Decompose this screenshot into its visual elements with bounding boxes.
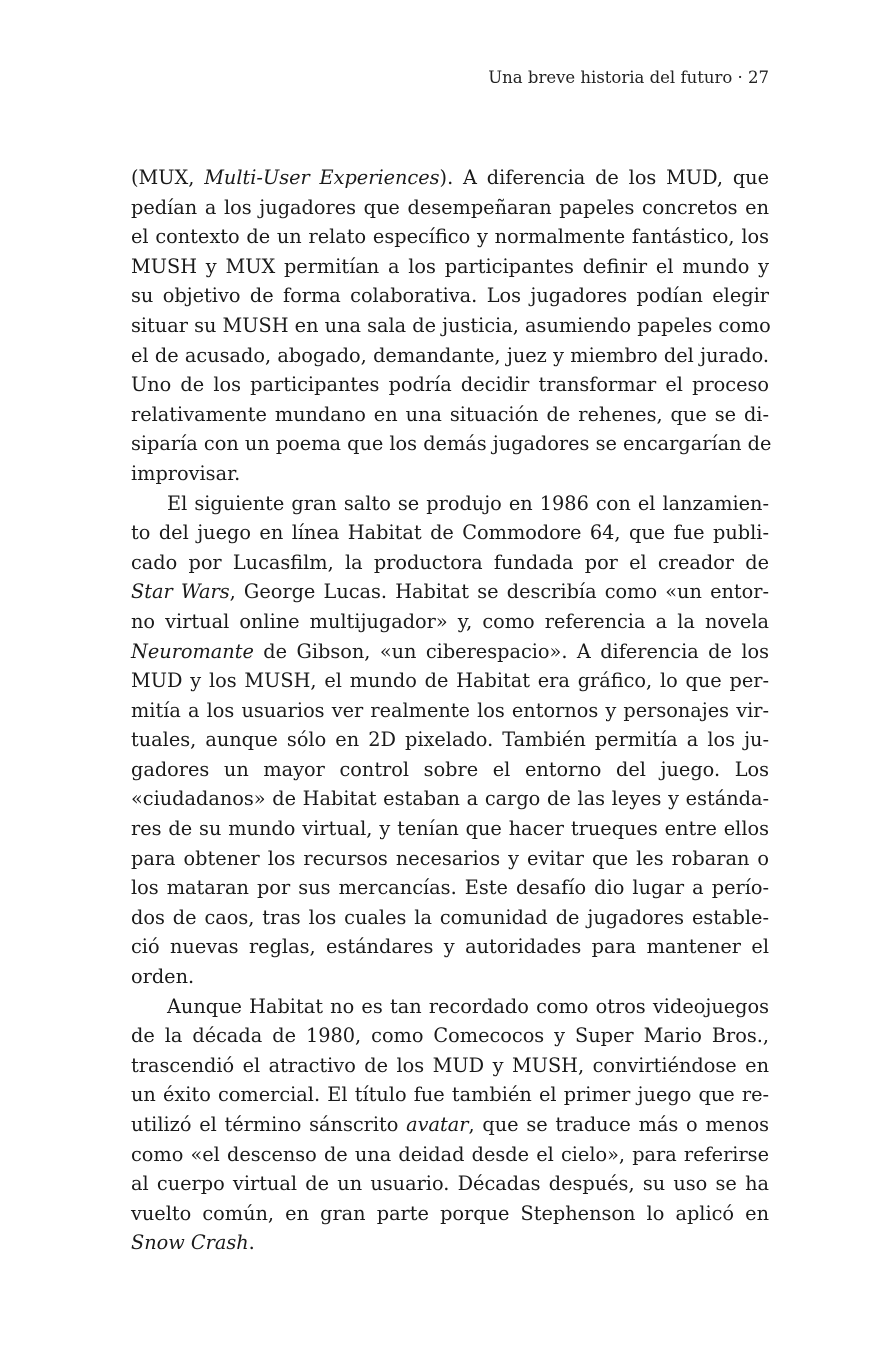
- paragraph: [131, 163, 772, 489]
- text-line: de la década de 1980, como Comecocos y Super Mario Bros.,: [131, 1024, 769, 1048]
- text-line: Neuromante de Gibson, «un ciberespacio». A diferencia de los: [131, 639, 769, 663]
- paragraph: [131, 489, 769, 992]
- text-line: «ciudadanos» de Habitat estaban a cargo de las leyes y estánda-: [131, 787, 769, 811]
- italic-term: Snow Crash: [131, 1231, 249, 1255]
- text-line: dos de caos, tras los cuales la comunidad de jugadores estable-: [131, 905, 769, 929]
- text-line: Aunque Habitat no es tan recordado como otros videojuegos: [167, 994, 769, 1018]
- paragraph: [131, 992, 769, 1258]
- body-text: [131, 163, 772, 1258]
- text-line: res de su mundo virtual, y tenían que hacer trueques entre ellos: [131, 817, 769, 841]
- text-line: su objetivo de forma colaborativa. Los jugadores podían elegir: [131, 284, 769, 308]
- italic-term: avatar: [406, 1113, 469, 1136]
- text-line: no virtual online multijugador» y, como referencia a la novela: [131, 609, 769, 633]
- text-line: el contexto de un relato específico y normalmente fantástico, los: [131, 225, 769, 249]
- text-line: tuales, aunque sólo en 2D pixelado. También permitía a los ju-: [131, 728, 769, 752]
- text-line: situar su MUSH en una sala de justicia, asumiendo papeles como: [131, 313, 771, 337]
- text-line: para obtener los recursos necesarios y evitar que les robaran o: [131, 846, 769, 870]
- text-line: trascendió el atractivo de los MUD y MUSH, convirtiéndose en: [131, 1053, 769, 1077]
- text-line: Uno de los participantes podría decidir transformar el proceso: [131, 373, 769, 397]
- italic-term: Star Wars: [131, 580, 230, 604]
- text-line: to del juego en línea Habitat de Commodore 64, que fue publi-: [131, 521, 769, 545]
- text-line: MUSH y MUX permitían a los participantes definir el mundo y: [131, 254, 769, 278]
- italic-term: Multi-User Experiences: [204, 166, 440, 189]
- text-line: siparía con un poema que los demás jugadores se encargarían de: [131, 432, 772, 456]
- text-line: vuelto común, en gran parte porque Stephenson lo aplicó en: [131, 1201, 769, 1225]
- text-line: mitía a los usuarios ver realmente los entornos y personajes vir-: [131, 698, 769, 722]
- italic-term: Neuromante: [131, 639, 254, 663]
- text-line: gadores un mayor control sobre el entorno del juego. Los: [131, 757, 769, 781]
- text-line: pedían a los jugadores que desempeñaran papeles concretos en: [131, 195, 769, 219]
- text-line: al cuerpo virtual de un usuario. Décadas después, su uso se ha: [131, 1172, 769, 1196]
- text-line: El siguiente gran salto se produjo en 1986 con el lanzamien-: [167, 491, 769, 515]
- text-line: cado por Lucasfilm, la productora fundada por el creador de: [131, 550, 769, 574]
- running-head: Una breve historia del futuro · 27: [488, 68, 769, 87]
- text-line: relativamente mundano en una situación de rehenes, que se di-: [131, 402, 769, 426]
- text-line: ció nuevas reglas, estándares y autoridades para mantener el: [131, 935, 769, 959]
- text-line: el de acusado, abogado, demandante, juez y miembro del jurado.: [131, 343, 769, 367]
- text-line: los mataran por sus mercancías. Este desafío dio lugar a perío-: [131, 876, 769, 900]
- text-line: Star Wars, George Lucas. Habitat se describía como «un entor-: [131, 580, 769, 604]
- text-line: (MUX, Multi-User Experiences). A diferencia de los MUD, que: [131, 166, 769, 189]
- text-line: improvisar.: [131, 461, 241, 485]
- text-line: un éxito comercial. El título fue también el primer juego que re-: [131, 1083, 769, 1107]
- text-line: MUD y los MUSH, el mundo de Habitat era gráfico, lo que per-: [131, 669, 769, 693]
- text-line: como «el descenso de una deidad desde el cielo», para referirse: [131, 1142, 769, 1166]
- text-line: utilizó el término sánscrito avatar, que se traduce más o menos: [131, 1113, 769, 1136]
- text-line: orden.: [131, 965, 195, 989]
- text-line: Snow Crash.: [131, 1231, 255, 1255]
